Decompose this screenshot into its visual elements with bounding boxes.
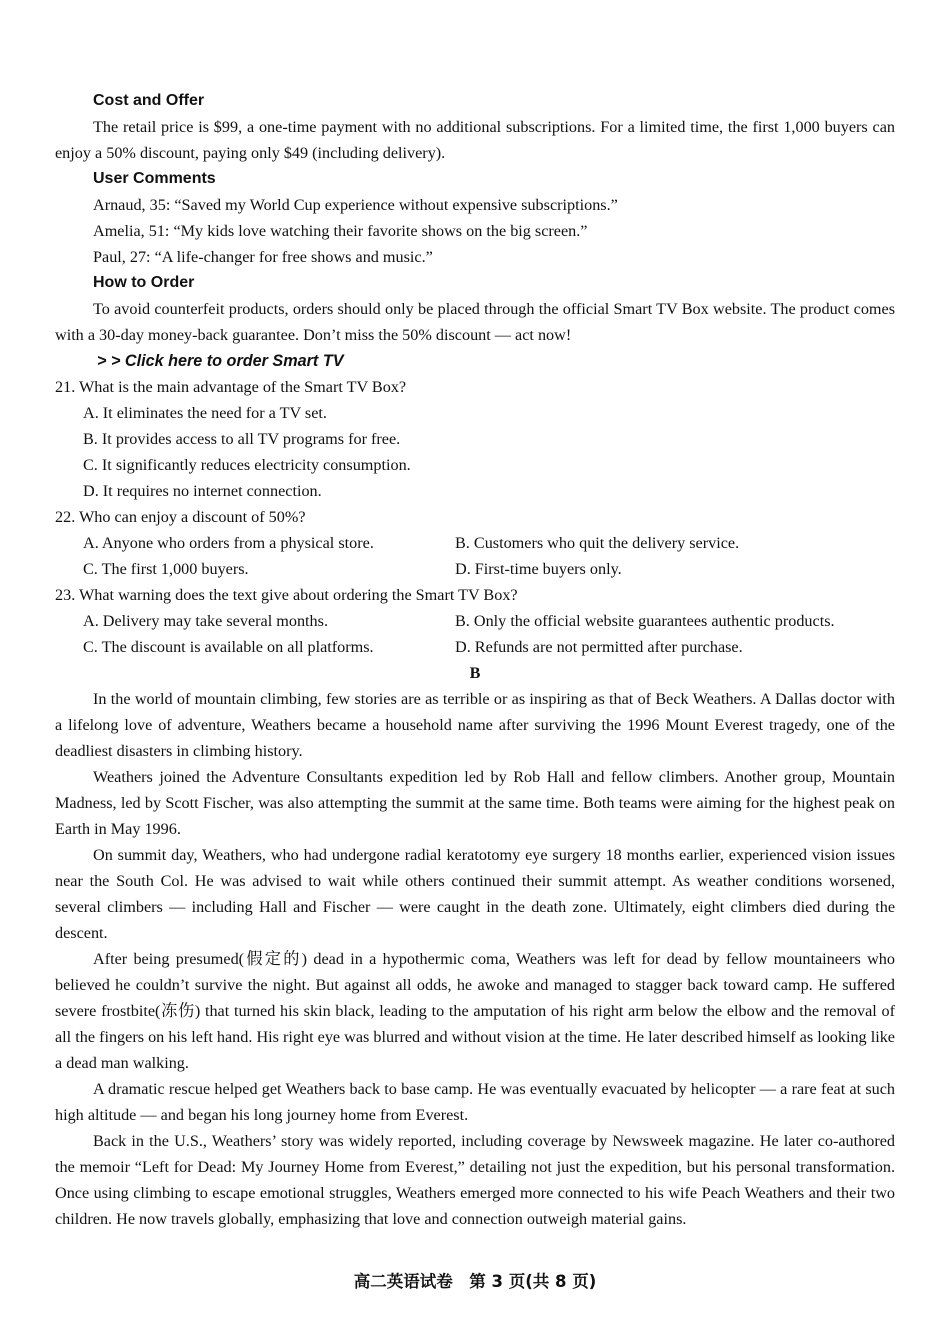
question-22-option-b: B. Customers who quit the delivery service. — [455, 534, 740, 552]
section-b-paragraph: In the world of mountain climbing, few stories are as terrible or as inspiring as that of Beck Weathers. A Dallas doctor with a lifelong love of adventure, Weathers became a household name after surviving the 1996 Mount Everest tragedy, one of the deadliest disasters in climbing history. — [55, 690, 895, 760]
cost-offer-heading: Cost and Offer — [93, 92, 205, 109]
question-23-option-a: A. Delivery may take several months. — [83, 612, 328, 630]
document-page — [55, 88, 895, 1232]
question-23-option-c: C. The discount is available on all platforms. — [83, 638, 374, 656]
page-footer: 高二英语试卷 第 3 页(共 8 页) — [353, 1272, 597, 1291]
question-23-option-b: B. Only the official website guarantees authentic products. — [455, 612, 835, 630]
question-22-stem: 22. Who can enjoy a discount of 50%? — [55, 508, 306, 526]
order-link-text[interactable]: Click here to order Smart TV — [124, 352, 344, 370]
cost-offer-text: The retail price is $99, a one-time payment with no additional subscriptions. For a limited time, the first 1,000 buyers can enjoy a 50% discount, paying only $49 (including delivery). — [55, 118, 895, 162]
question-23-stem: 23. What warning does the text give about ordering the Smart TV Box? — [55, 586, 518, 604]
question-22-option-a: A. Anyone who orders from a physical store. — [83, 534, 374, 552]
how-to-order-text: To avoid counterfeit products, orders should only be placed through the official Smart TV Box website. The product comes with a 30-day money-back guarantee. Don’t miss the 50% discount — act now! — [55, 300, 895, 344]
question-22-option-c: C. The first 1,000 buyers. — [83, 560, 249, 578]
section-b-paragraph: Back in the U.S., Weathers’ story was widely reported, including coverage by Newsweek magazine. He later co-authored the memoir “Left for Dead: My Journey Home from Everest,” detailing not just the expedition, but his personal transformation. Once using climbing to escape emotional struggles, Weathers emerged more connected to his wife Peach Weathers and their two children. He now travels globally, emphasizing that love and connection outweigh material gains. — [55, 1132, 895, 1228]
user-comment: Amelia, 51: “My kids love watching their favorite shows on the big screen.” — [93, 222, 588, 240]
question-21-option-c: C. It significantly reduces electricity consumption. — [83, 456, 411, 474]
question-23-options-row-1 — [55, 608, 895, 634]
question-23-option-d: D. Refunds are not permitted after purchase. — [455, 638, 743, 656]
section-b-paragraph: A dramatic rescue helped get Weathers back to base camp. He was eventually evacuated by helicopter — a rare feat at such high altitude — and began his long journey home from Everest. — [55, 1080, 895, 1124]
user-comment: Paul, 27: “A life-changer for free shows and music.” — [93, 248, 433, 266]
section-b-paragraph: On summit day, Weathers, who had undergone radial keratotomy eye surgery 18 months earlier, experienced vision issues near the South Col. He was advised to wait while others continued their summit attempt. As weather conditions worsened, several climbers — including Hall and Fischer — were caught in the death zone. Ultimately, eight climbers died during the descent. — [55, 846, 895, 942]
question-23-options-row-2 — [55, 634, 895, 660]
question-21-option-a: A. It eliminates the need for a TV set. — [83, 404, 327, 422]
user-comment: Arnaud, 35: “Saved my World Cup experience without expensive subscriptions.” — [93, 196, 618, 214]
order-link-prefix: > > — [97, 352, 121, 370]
section-b-label: B — [469, 664, 481, 682]
section-b-paragraph: After being presumed(假定的) dead in a hypothermic coma, Weathers was left for dead by fellow mountaineers who believed he couldn’t survive the night. But against all odds, he awoke and managed to stagger back toward camp. He suffered severe frostbite(冻伤) that turned his skin black, leading to the amputation of his right arm below the elbow and the removal of all the fingers on his left hand. His right eye was blurred and without vision at the time. He later described himself as looking like a dead man walking. — [55, 950, 895, 1072]
section-b-paragraph: Weathers joined the Adventure Consultants expedition led by Rob Hall and fellow climbers. Another group, Mountain Madness, led by Scott Fischer, was also attempting the summit at the same time. Both teams were aiming for the highest peak on Earth in May 1996. — [55, 768, 895, 838]
question-21-option-d: D. It requires no internet connection. — [83, 482, 322, 500]
question-22-options-row-1 — [55, 530, 895, 556]
order-link[interactable] — [55, 348, 895, 374]
question-21-stem: 21. What is the main advantage of the Smart TV Box? — [55, 378, 407, 396]
user-comments-heading: User Comments — [93, 170, 216, 187]
question-22-options-row-2 — [55, 556, 895, 582]
how-to-order-heading: How to Order — [93, 274, 195, 291]
question-21-option-b: B. It provides access to all TV programs for free. — [83, 430, 401, 448]
question-22-option-d: D. First-time buyers only. — [455, 560, 622, 578]
